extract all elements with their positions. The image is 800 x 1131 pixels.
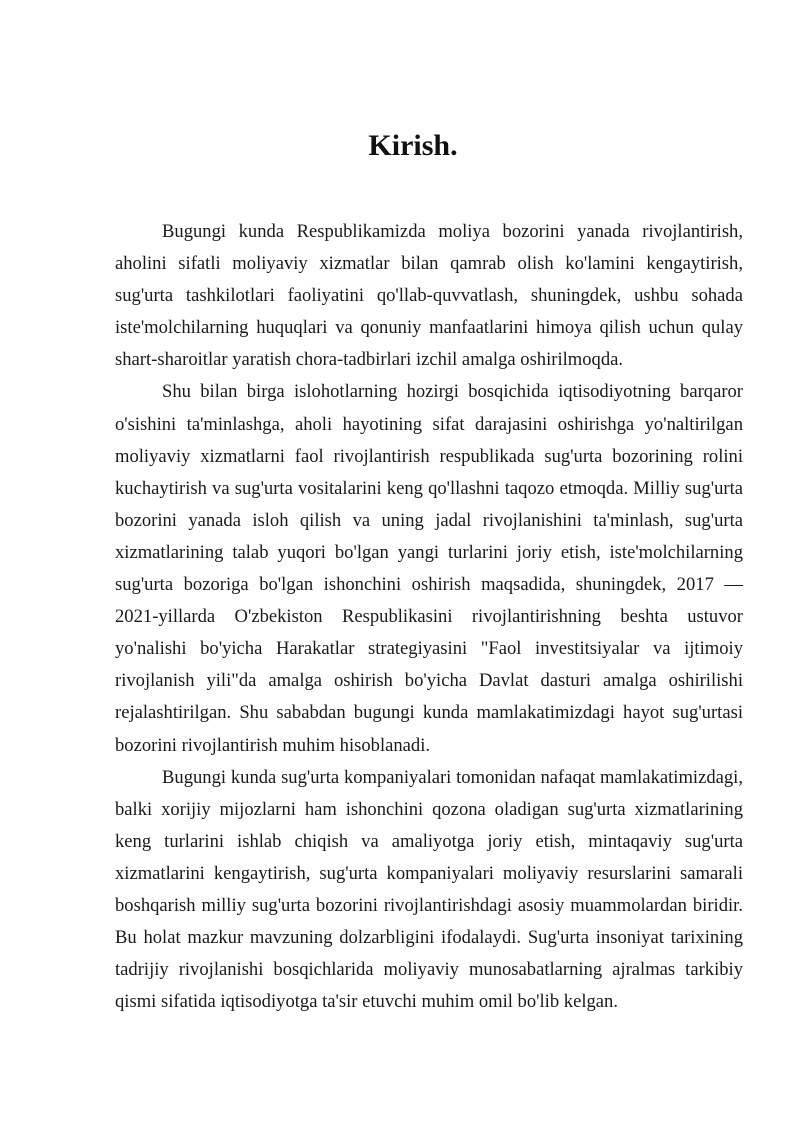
page-title: Kirish. <box>368 129 458 162</box>
paragraph-1: Bugungi kunda Respublikamizda moliya bozorini yanada rivojlantirish, aholini sifatli moliyaviy xizmatlar bilan qamrab olish ko'lamini kengaytirish, sug'urta tashkilotlari faoliyatini qo'llab-quvvatlash, shuningdek, ushbu sohada iste'molchilarning huquqlari va qonuniy manfaatlarini himoya qilish uchun qulay shart-sharoitlar yaratish chora-tadbirlari izchil amalga oshirilmoqda. <box>115 221 743 371</box>
paragraph-2: Shu bilan birga islohotlarning hozirgi bosqichida iqtisodiyotning barqaror o'sishini ta'minlashga, aholi hayotining sifat darajasini oshirishga yo'naltirilgan moliyaviy xizmatlarni faol rivojlantirish respublikada sug'urta bozorining rolini kuchaytirish va sug'urta vositalarini keng qo'llashni taqozo etmoqda. Milliy sug'urta bozorini yanada isloh qilish va uning jadal rivojlanishini ta'minlash, sug'urta xizmatlarining talab yuqori bo'lgan yangi turlarini joriy etish, iste'molchilarning sug'urta bozoriga bo'lgan ishonchini oshirish maqsadida, shuningdek, 2017 — 2021-yillarda O'zbekiston Respublikasini rivojlantirishning beshta ustuvor yo'nalishi bo'yicha Harakatlar strategiyasini "Faol investitsiyalar va ijtimoiy rivojlanish yili"da amalga oshirish bo'yicha Davlat dasturi amalga oshirilishi rejalashtirilgan. Shu sababdan bugungi kunda mamlakatimizdagi hayot sug'urtasi bozorini rivojlantirish muhim hisoblanadi. <box>115 381 743 756</box>
document-body <box>115 216 743 1018</box>
paragraph-3: Bugungi kunda sug'urta kompaniyalari tomonidan nafaqat mamlakatimizdagi, balki xorijiy mijozlarni ham ishonchini qozona oladigan sug'urta xizmatlarining keng turlarini ishlab chiqish va amaliyotga joriy etish, mintaqaviy sug'urta xizmatlarini kengaytirish, sug'urta kompaniyalari moliyaviy resurslarini samarali boshqarish milliy sug'urta bozorini rivojlantirishdagi asosiy muammolardan biridir. Bu holat mazkur mavzuning dolzarbligini ifodalaydi. Sug'urta insoniyat tarixining tadrijiy rivojlanishi bosqichlarida moliyaviy munosabatlarning ajralmas tarkibiy qismi sifatida iqtisodiyotga ta'sir etuvchi muhim omil bo'lib kelgan. <box>115 766 743 1013</box>
